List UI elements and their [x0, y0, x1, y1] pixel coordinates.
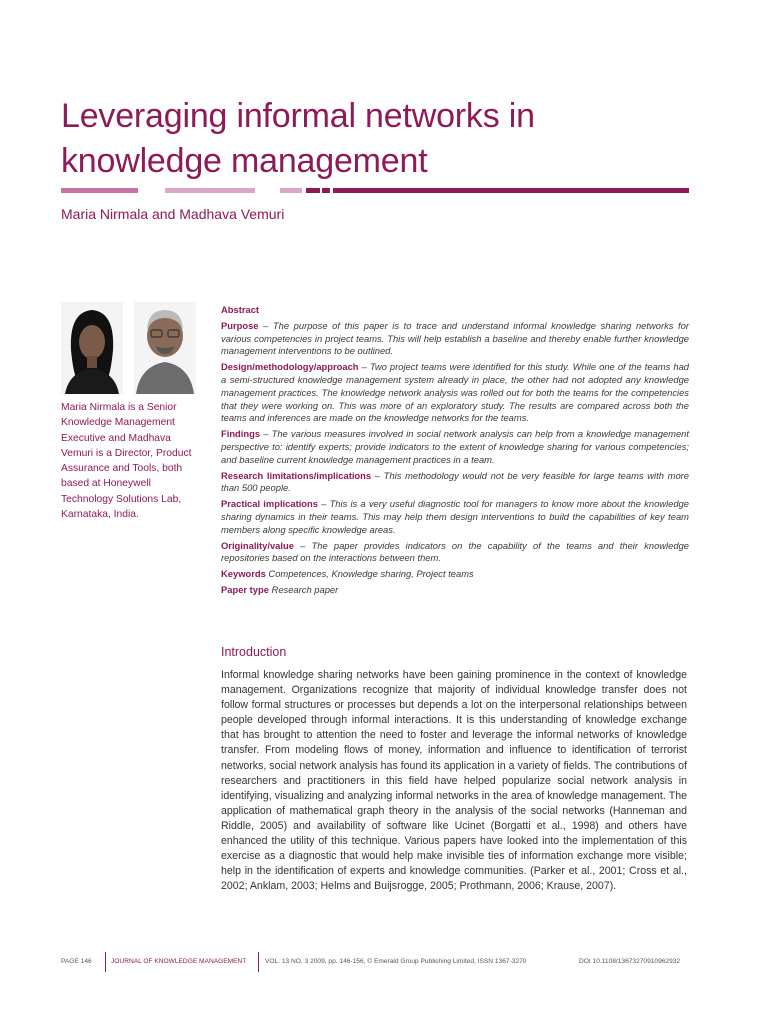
- page-footer: [61, 958, 689, 970]
- abstract-purpose: Purpose – The purpose of this paper is to trace and understand informal knowledge sharing networks for various competencies in project teams. This will help establish a baseline and thereby enable further knowledge management interventions to be outlined.: [221, 319, 689, 357]
- abstract-heading: Abstract: [221, 304, 260, 315]
- doi: DOI 10.1108/13673270910962932: [579, 958, 681, 965]
- abstract-findings: Findings – The various measures involved in social network analysis can help from a knowledge management perspective to: identify experts; provide indicators to the extent of knowledge sharing for various competencies; and baseline current knowledge management practices in a team.: [221, 428, 689, 465]
- footer-divider: [258, 952, 259, 972]
- abstract-practical: Practical implications – This is a very useful diagnostic tool for managers to know more about the knowledge sharing dynamics in their teams. This may help them design interventions to build the capabilities of key team members along specific knowledge areas.: [221, 498, 689, 535]
- article-title: Leveraging informal networks in knowledge management: [61, 97, 535, 180]
- authors: Maria Nirmala and Madhava Vemuri: [61, 206, 285, 222]
- author-photo-nirmala: [61, 302, 123, 394]
- introduction-paragraph: Informal knowledge sharing networks have been gaining prominence in the context of knowledge management. Organizations recognize that majority of individual knowledge transfer does not follow formal structures or processes but depends a lot on the interpersonal relationships between people developed through informal interactions. It is this understanding of knowledge exchange that has brought to attention the need to foster and leverage the informal networks of knowledge transfer. From modeling flows of money, information and influence to identification of terrorist networks, social network analysis has found its application in a variety of fields. The contributions of researchers and practitioners in this field have helped popularize social network analysis in identifying, visualizing and analyzing informal networks in the area of knowledge management. The application of mathematical graph theory in the analysis of the social networks (Hanneman and Riddle, 2005) and availability of software like Ucinet (Borgatti et al., 1998) and others have enhanced the utility of this technique. Various papers have looked into the implementation of this exercise as a diagnostic that would help make invisible ties of information exchange more visible; help in the identification of experts and knowledge communities. (Parker et al., 2001; Cross et al., 2002; Anklam, 2003; Helms and Buijsrogge, 2005; Prothmann, 2006; Krause, 2007).: [221, 669, 687, 893]
- introduction-heading: Introduction: [221, 645, 287, 659]
- footer-divider: [105, 952, 106, 972]
- abstract-paper-type: Paper type Research paper: [221, 583, 339, 595]
- author-bio: Maria Nirmala is a Senior Knowledge Management Executive and Madhava Vemuri is a Director, Product Assurance and Tools, both based at Honeywell Technology Solutions Lab, Karnataka, India.: [61, 402, 192, 521]
- author-photo-vemuri: [134, 302, 196, 394]
- abstract-keywords: Keywords Competences, Knowledge sharing, Project teams: [221, 568, 474, 580]
- abstract-design: Design/methodology/approach – Two project teams were identified for this study. While one of the teams had a semi-structured knowledge management system already in place, the other had not adopted any knowledge management practices. The knowledge network analysis was rolled out for both the teams for the competencies that they were working on. This was more of an exploratory study. The results are compared across both the teams and inferences are made on the knowledge networks for the teams.: [221, 361, 689, 424]
- abstract-originality: Originality/value – The paper provides indicators on the capability of the teams and their knowledge repositories based on the interactions between them.: [221, 539, 689, 564]
- volume-info: VOL. 13 NO. 3 2009, pp. 146-156, © Emerald Group Publishing Limited, ISSN 1367-3270: [265, 958, 527, 965]
- page-number: PAGE 146: [61, 958, 92, 965]
- abstract-limitations: Research limitations/implications – This methodology would not be very feasible for large teams with more than 500 people.: [221, 469, 689, 494]
- abstract: [221, 304, 689, 600]
- journal-name: JOURNAL OF KNOWLEDGE MANAGEMENT: [111, 958, 247, 965]
